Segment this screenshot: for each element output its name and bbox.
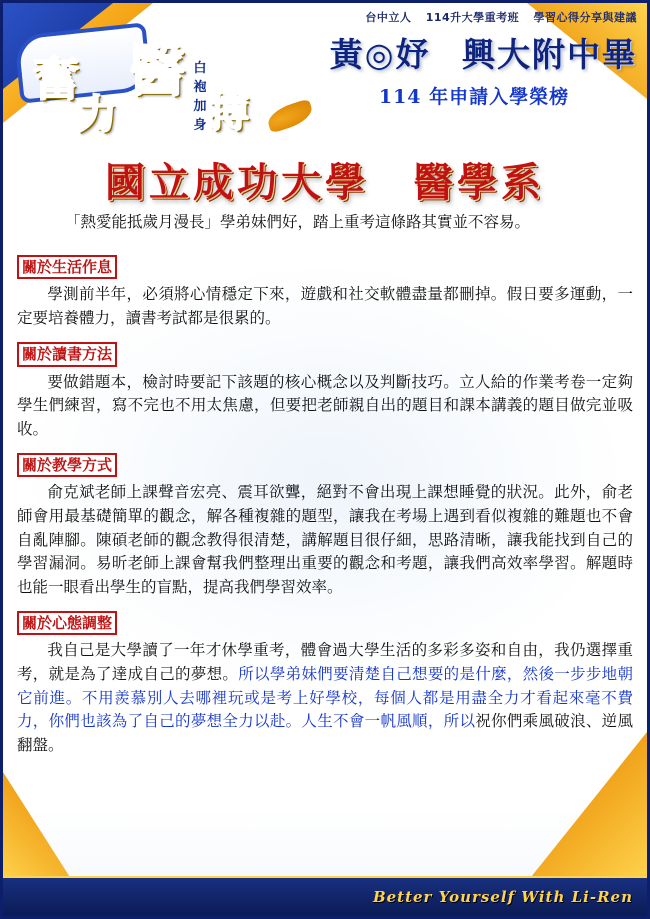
leaf-icon <box>265 98 316 133</box>
section-title: 關於心態調整 <box>17 611 117 635</box>
logo-char-bo: 搏 <box>209 90 249 136</box>
logo-small-char-pao: 袍 <box>193 80 207 95</box>
corner-decoration-bottom-left <box>3 772 73 882</box>
student-name: 黃◎妤 <box>329 35 431 74</box>
header-right <box>317 9 637 109</box>
section-teaching-style <box>17 453 633 599</box>
section-title: 關於讀書方法 <box>17 342 117 366</box>
section-mindset <box>17 611 633 757</box>
logo-char-li: 力 <box>77 92 117 138</box>
organization-line <box>317 9 637 25</box>
section-body <box>17 371 633 442</box>
admission-result <box>3 151 647 208</box>
section-daily-routine <box>17 255 633 330</box>
footer-bar <box>3 876 647 916</box>
footer-slogan: Better Yourself With Li-Ren <box>372 888 633 906</box>
section-body <box>17 639 633 757</box>
poster-header <box>3 3 647 206</box>
section-body <box>17 283 633 330</box>
section-body-text: 俞克斌老師上課聲音宏亮、震耳欲聾，絕對不會出現上課想睡覺的狀況。此外，俞老師會用最基礎簡單的觀念，解各種複雜的題型，讓我在考場上遇到看似複雜的難題也不會自亂陣腳。陳碩老師的觀念教得很清楚，講解題目很仔細，思路清晰，讓我能找到自己的學習漏洞。易昕老師上課會幫我們整理出重要的觀念和考題，讓我們高效率學習。解題時也能一眼看出學生的盲點，提高我們學習效率。 <box>17 483 633 596</box>
student-identity <box>317 29 637 76</box>
logo-char-fen: 奮 <box>33 52 79 106</box>
section-body <box>17 481 633 599</box>
logo-small-char-bai: 白 <box>193 61 207 76</box>
section-body-text-part2: 所以學弟妹們要清楚自己想要的是什麼，然後一步步地朝它前進。不用羨慕別人去哪裡玩或是考上好學校，每個人都是用盡全力才看起來毫不費力，你們也該為了自己的夢想全力以赴。人生不會一帆風順，所以 <box>17 665 633 731</box>
org-name: 台中立人 <box>365 11 412 24</box>
logo-small-char-shen: 身 <box>193 118 207 133</box>
logo-char-yi: 醫 <box>129 39 185 104</box>
university-name: 國立成功大學 <box>105 159 370 206</box>
department-name: 醫學系 <box>412 159 545 206</box>
logo-block <box>11 9 331 139</box>
student-school: 興大附中畢 <box>462 35 637 74</box>
section-body-text-part1: 我自己是大學讀了一年才休學重考，體會過大學生活的多彩多姿和自由，我仍選擇重考，就是為了達成自己的夢想。 <box>17 641 633 684</box>
section-title: 關於教學方式 <box>17 453 117 477</box>
section-study-method <box>17 342 633 441</box>
org-topic: 學習心得分享與建議 <box>533 11 637 24</box>
intro-paragraph: 「熱愛能抵歲月漫長」學弟妹們好，踏上重考這條路其實並不容易。 <box>65 213 531 231</box>
logo-small-chars <box>183 57 217 133</box>
content-sections <box>17 255 633 769</box>
section-body-text-part3: 祝你們乘風破浪、逆風翻盤。 <box>17 712 633 754</box>
logo-small-char-jia: 加 <box>193 99 207 114</box>
poster-subtitle: 114 年申請入學榮榜 <box>378 86 570 108</box>
section-body-text: 學測前半年，必須將心情穩定下來，遊戲和社交軟體盡量都刪掉。假日要多運動，一定要培養體力，讀書考試都是很累的。 <box>17 285 633 327</box>
section-body-text: 要做錯題本，檢討時要記下該題的核心概念以及判斷技巧。立人給的作業考卷一定夠學生們練習，寫不完也不用太焦慮，但要把老師親自出的題目和課本講義的題目做完並吸收。 <box>17 372 633 438</box>
section-title: 關於生活作息 <box>17 255 117 279</box>
org-class: 114升大學重考班 <box>425 11 520 24</box>
